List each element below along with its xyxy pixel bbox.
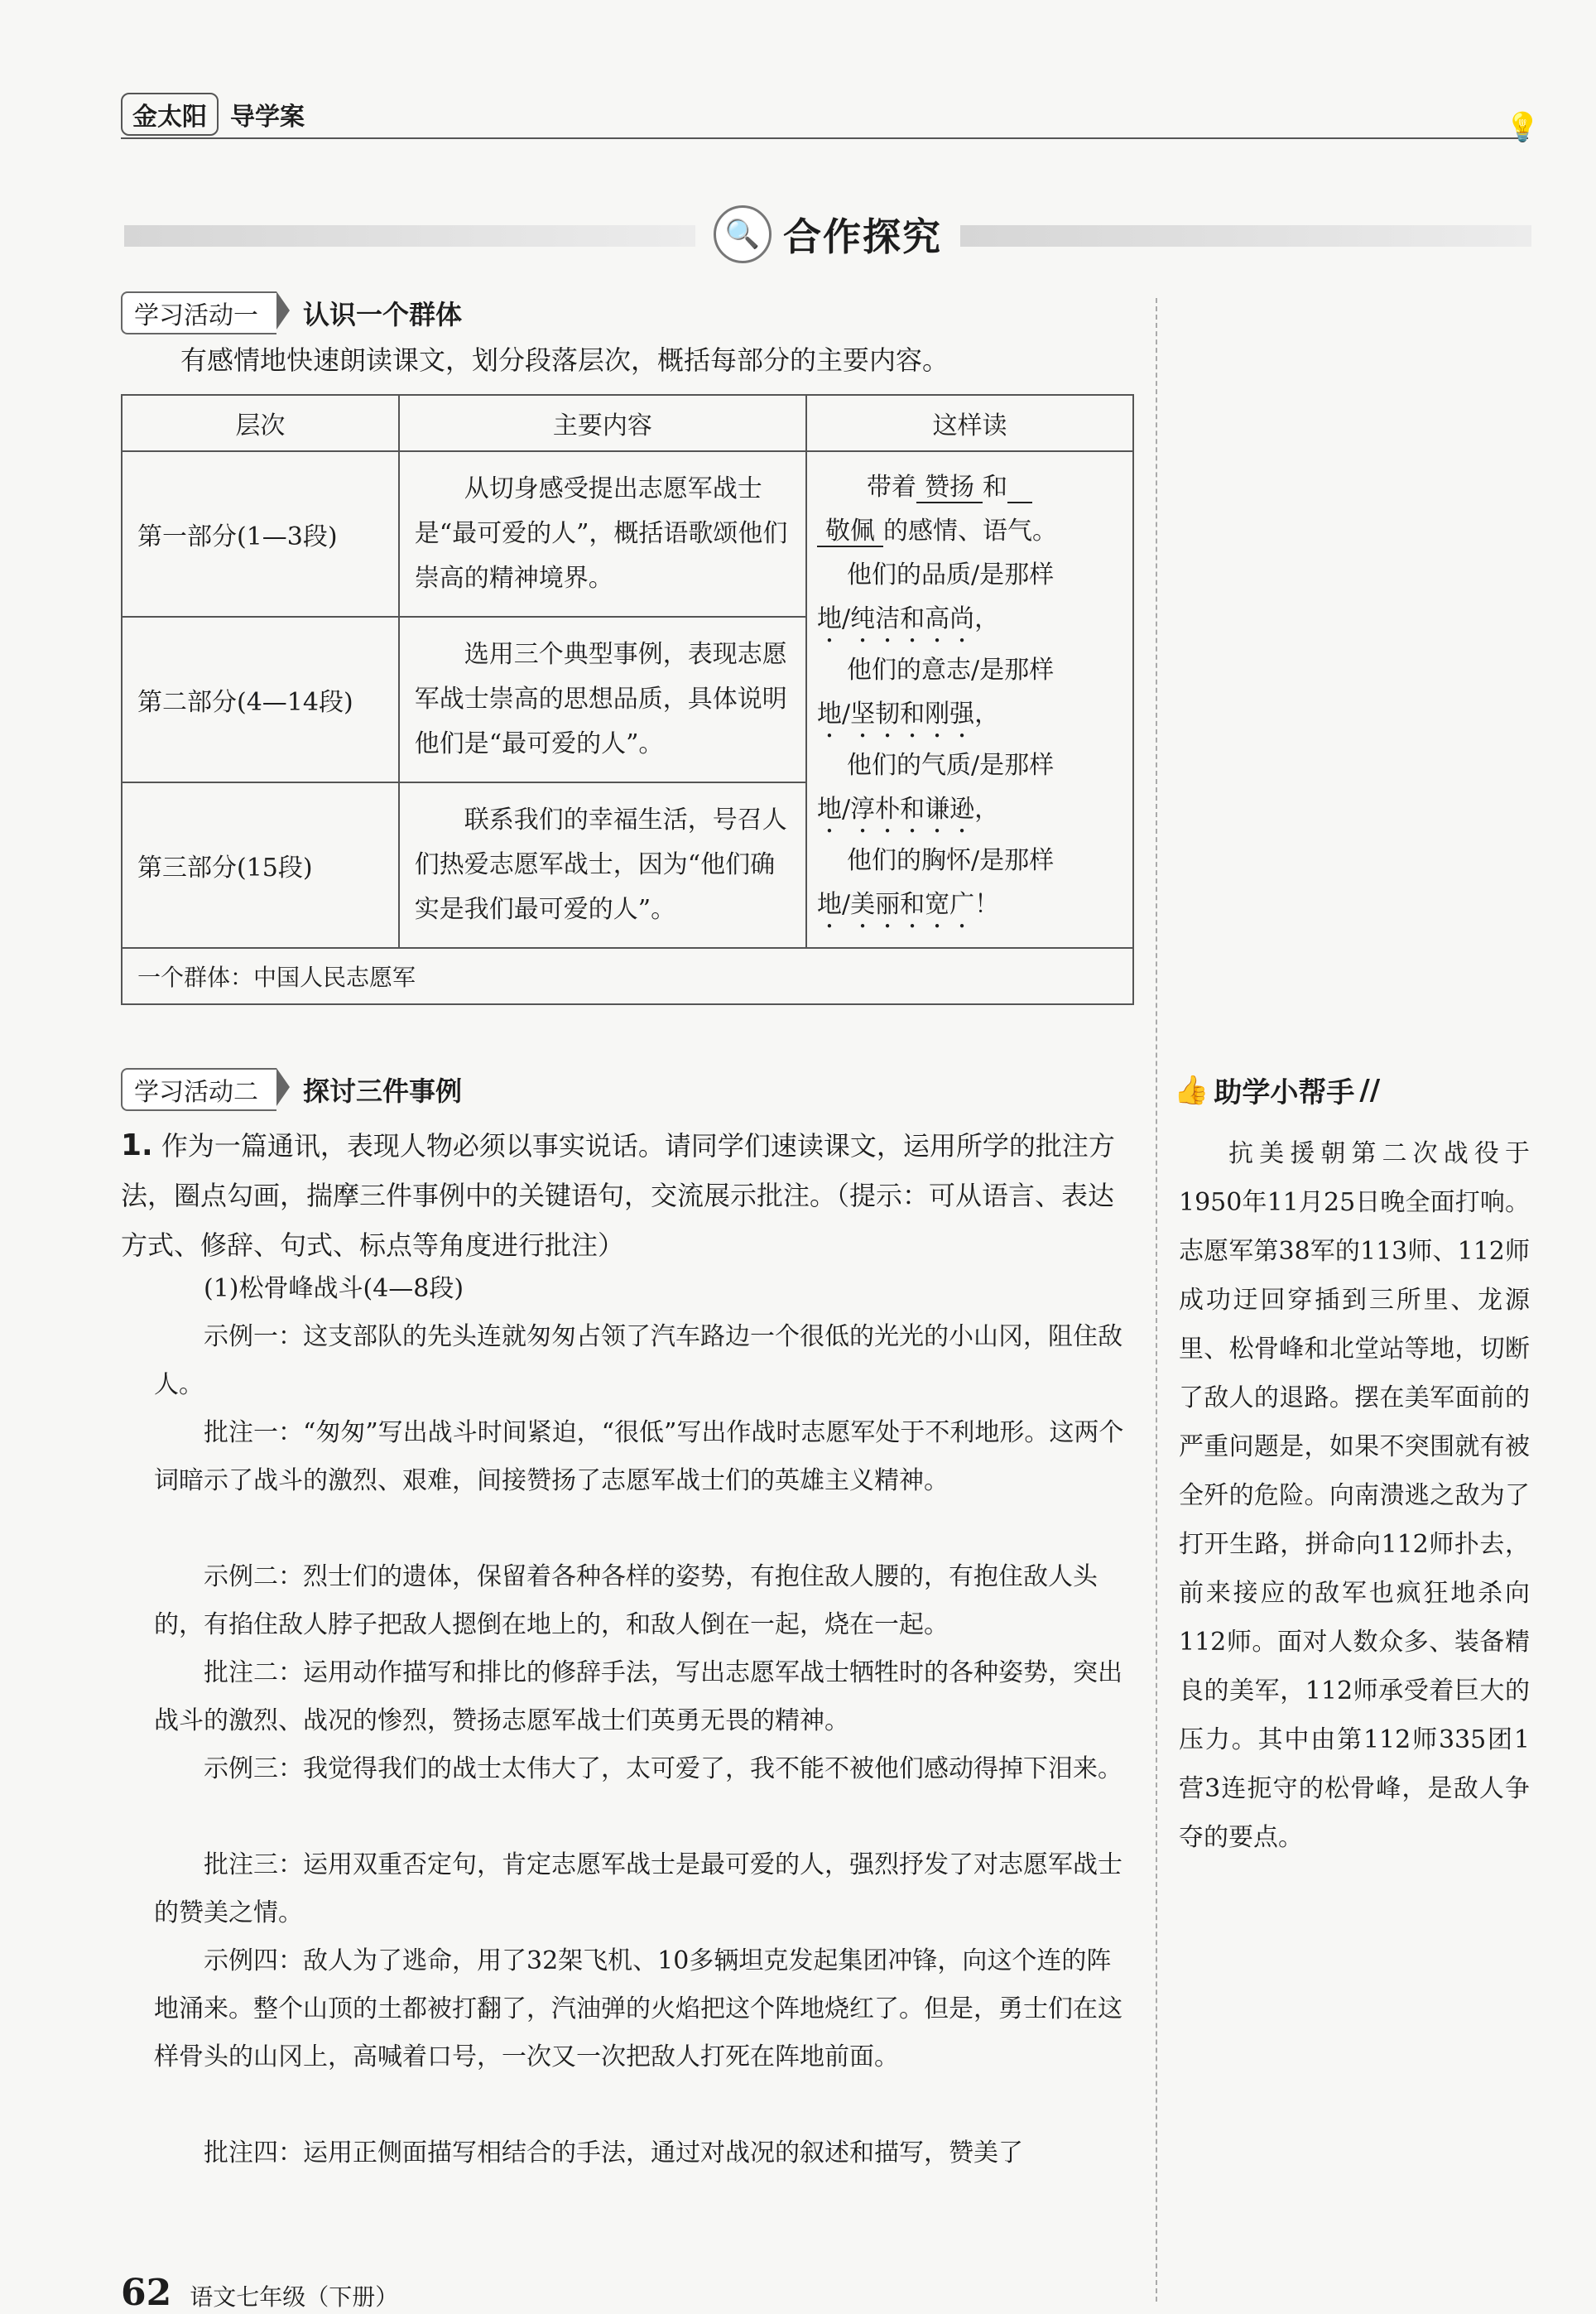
annotation-3: 批注三：运用双重否定句，肯定志愿军战士是最可爱的人，强烈抒发了对志愿军战士的赞美之情。 [154, 1850, 1122, 1927]
table-header: 层次 [122, 395, 399, 451]
table-footer: 一个群体：中国人民志愿军 [122, 948, 1133, 1004]
annotation-4: 批注四：运用正侧面描写相结合的手法，通过对战况的叙述和描写，赞美了 [204, 2138, 1023, 2167]
brand [121, 91, 305, 137]
read-pre: 带着 [867, 473, 917, 502]
read-line: 他们的胸怀/是那样 [847, 846, 1055, 875]
question-1 [121, 1121, 1131, 1270]
structure-table [121, 394, 1134, 1005]
activity2-tag: 学习活动二 [121, 1068, 276, 1111]
section-heading [714, 205, 942, 263]
read-line: 他们的意志/是那样 [847, 656, 1055, 685]
page-footer [121, 2272, 398, 2314]
question-text: 作为一篇通讯，表现人物必须以事实说话。请同学们速读课文，运用所学的批注方法，圈点勾画，揣摩三件事例中的关键语句，交流展示批注。（提示：可从语言、表达方式、修辞、句式、标点等角度进行批注） [121, 1130, 1115, 1261]
table-cell-level: 第二部分(4—14段) [122, 617, 399, 782]
table-header-row [122, 395, 1133, 451]
activity1-intro: 有感情地快速朗读课文，划分段落层次，概括每部分的主要内容。 [180, 344, 949, 376]
activity1-tag: 学习活动一 [121, 291, 276, 334]
annotation-1: 批注一：“匆匆”写出战斗时间紧迫，“很低”写出作战时志愿军处于不利地形。这两个词暗示了战斗的激烈、艰难，间接赞扬了志愿军战士们的英雄主义精神。 [154, 1418, 1124, 1495]
thumbs-up-icon: 👍 [1174, 1073, 1209, 1107]
read-line: 他们的气质/是那样 [847, 751, 1055, 780]
table-cell-level: 第三部分(15段) [122, 782, 399, 948]
read-line: 地/坚韧和刚强， [817, 700, 1000, 729]
table-footer-row [122, 948, 1133, 1004]
read-mid: 和 [983, 473, 1008, 502]
helper-text: 抗美援朝第二次战役于1950年11月25日晚全面打响。志愿军第38军的113师、112师成功迂回穿插到三所里、龙源里、松骨峰和北堂站等地，切断了敌人的退路。摆在美军面前的严重问题是，如果不突围就有被全歼的危险。向南溃逃之敌为了打开生路，拼命向112师扑去，前来接应的敌军也疯狂地杀向112师。面对人数众多、装备精良的美军，112师承受着巨大的压力。其中由第112师335团1营3连扼守的松骨峰，是敌人争夺的要点。 [1179, 1139, 1530, 1852]
activity2-title: 探讨三件事例 [303, 1075, 463, 1107]
reading-guide [806, 451, 1133, 948]
header-rule [121, 137, 1528, 139]
helper-heading [1174, 1070, 1380, 1110]
activity2-heading [121, 1068, 462, 1111]
table-row [122, 451, 1133, 617]
section-bar-right [960, 225, 1531, 247]
read-line: 他们的品质/是那样 [847, 560, 1055, 589]
helper-title: 助学小帮手 [1214, 1076, 1355, 1109]
activity1-heading [121, 291, 462, 334]
annotation-2: 批注二：运用动作描写和排比的修辞手法，写出志愿军战士牺牲时的各种姿势，突出战斗的激烈、战况的惨烈，赞扬志愿军战士们英勇无畏的精神。 [154, 1658, 1122, 1735]
activity1-title: 认识一个群体 [303, 299, 463, 330]
table-cell-level: 第一部分(1—3段) [122, 451, 399, 617]
read-line: 地/纯洁和高尚， [817, 604, 1000, 633]
read-blank-1: 赞扬 [916, 473, 983, 503]
table-header: 主要内容 [399, 395, 806, 451]
example-4: 示例四：敌人为了逃命，用了32架飞机、10多辆坦克发起集团冲锋，向这个连的阵地涌来。整个山顶的土都被打翻了，汽油弹的火焰把这个阵地烧红了。但是，勇士们在这样骨头的山冈上，高喊着口号，一次又一次把敌人打死在阵地前面。 [154, 1946, 1122, 2071]
read-line: 地/美丽和宽广！ [817, 890, 1000, 919]
page-number: 62 [121, 2272, 172, 2314]
section-bar-left [124, 225, 695, 247]
table-cell-content: 从切身感受提出志愿军战士是“最可爱的人”，概括语歌颂他们崇高的精神境界。 [399, 451, 806, 617]
question-number: 1. [121, 1128, 153, 1162]
section-title: 合作探究 [783, 214, 942, 259]
table-cell-content: 选用三个典型事例，表现志愿军战士崇高的思想品质，具体说明他们是“最可爱的人”。 [399, 617, 806, 782]
lightbulb-icon: 💡 [1505, 111, 1541, 144]
example-1: 示例一：这支部队的先头连就匆匆占领了汽车路边一个很低的光光的小山冈，阻住敌人。 [154, 1322, 1122, 1399]
example-2: 示例二：烈士们的遗体，保留着各种各样的姿势，有抱住敌人腰的，有抱住敌人头的，有掐住敌人脖子把敌人摁倒在地上的，和敌人倒在一起，烧在一起。 [154, 1562, 1098, 1639]
brand-name: 金太阳 [121, 93, 219, 136]
read-blank-2: 敬佩 [817, 517, 883, 547]
read-post: 的感情、语气。 [883, 517, 1058, 546]
magnifier-icon: 🔍 [714, 205, 772, 263]
example-3: 示例三：我觉得我们的战士太伟大了，太可爱了，我不能不被他们感动得掉下泪来。 [204, 1754, 1122, 1783]
footer-subject: 语文七年级（下册） [190, 2283, 399, 2311]
table-header: 这样读 [806, 395, 1133, 451]
read-line: 地/淳朴和谦逊， [817, 795, 1000, 824]
table-cell-content: 联系我们的幸福生活，号召人们热爱志愿军战士，因为“他们确实是我们最可爱的人”。 [399, 782, 806, 948]
column-divider [1156, 298, 1157, 2302]
sub-heading: (1)松骨峰战斗(4—8段) [204, 1274, 464, 1303]
slash-mark-icon: // [1359, 1073, 1381, 1107]
brand-subtitle: 导学案 [230, 103, 305, 132]
